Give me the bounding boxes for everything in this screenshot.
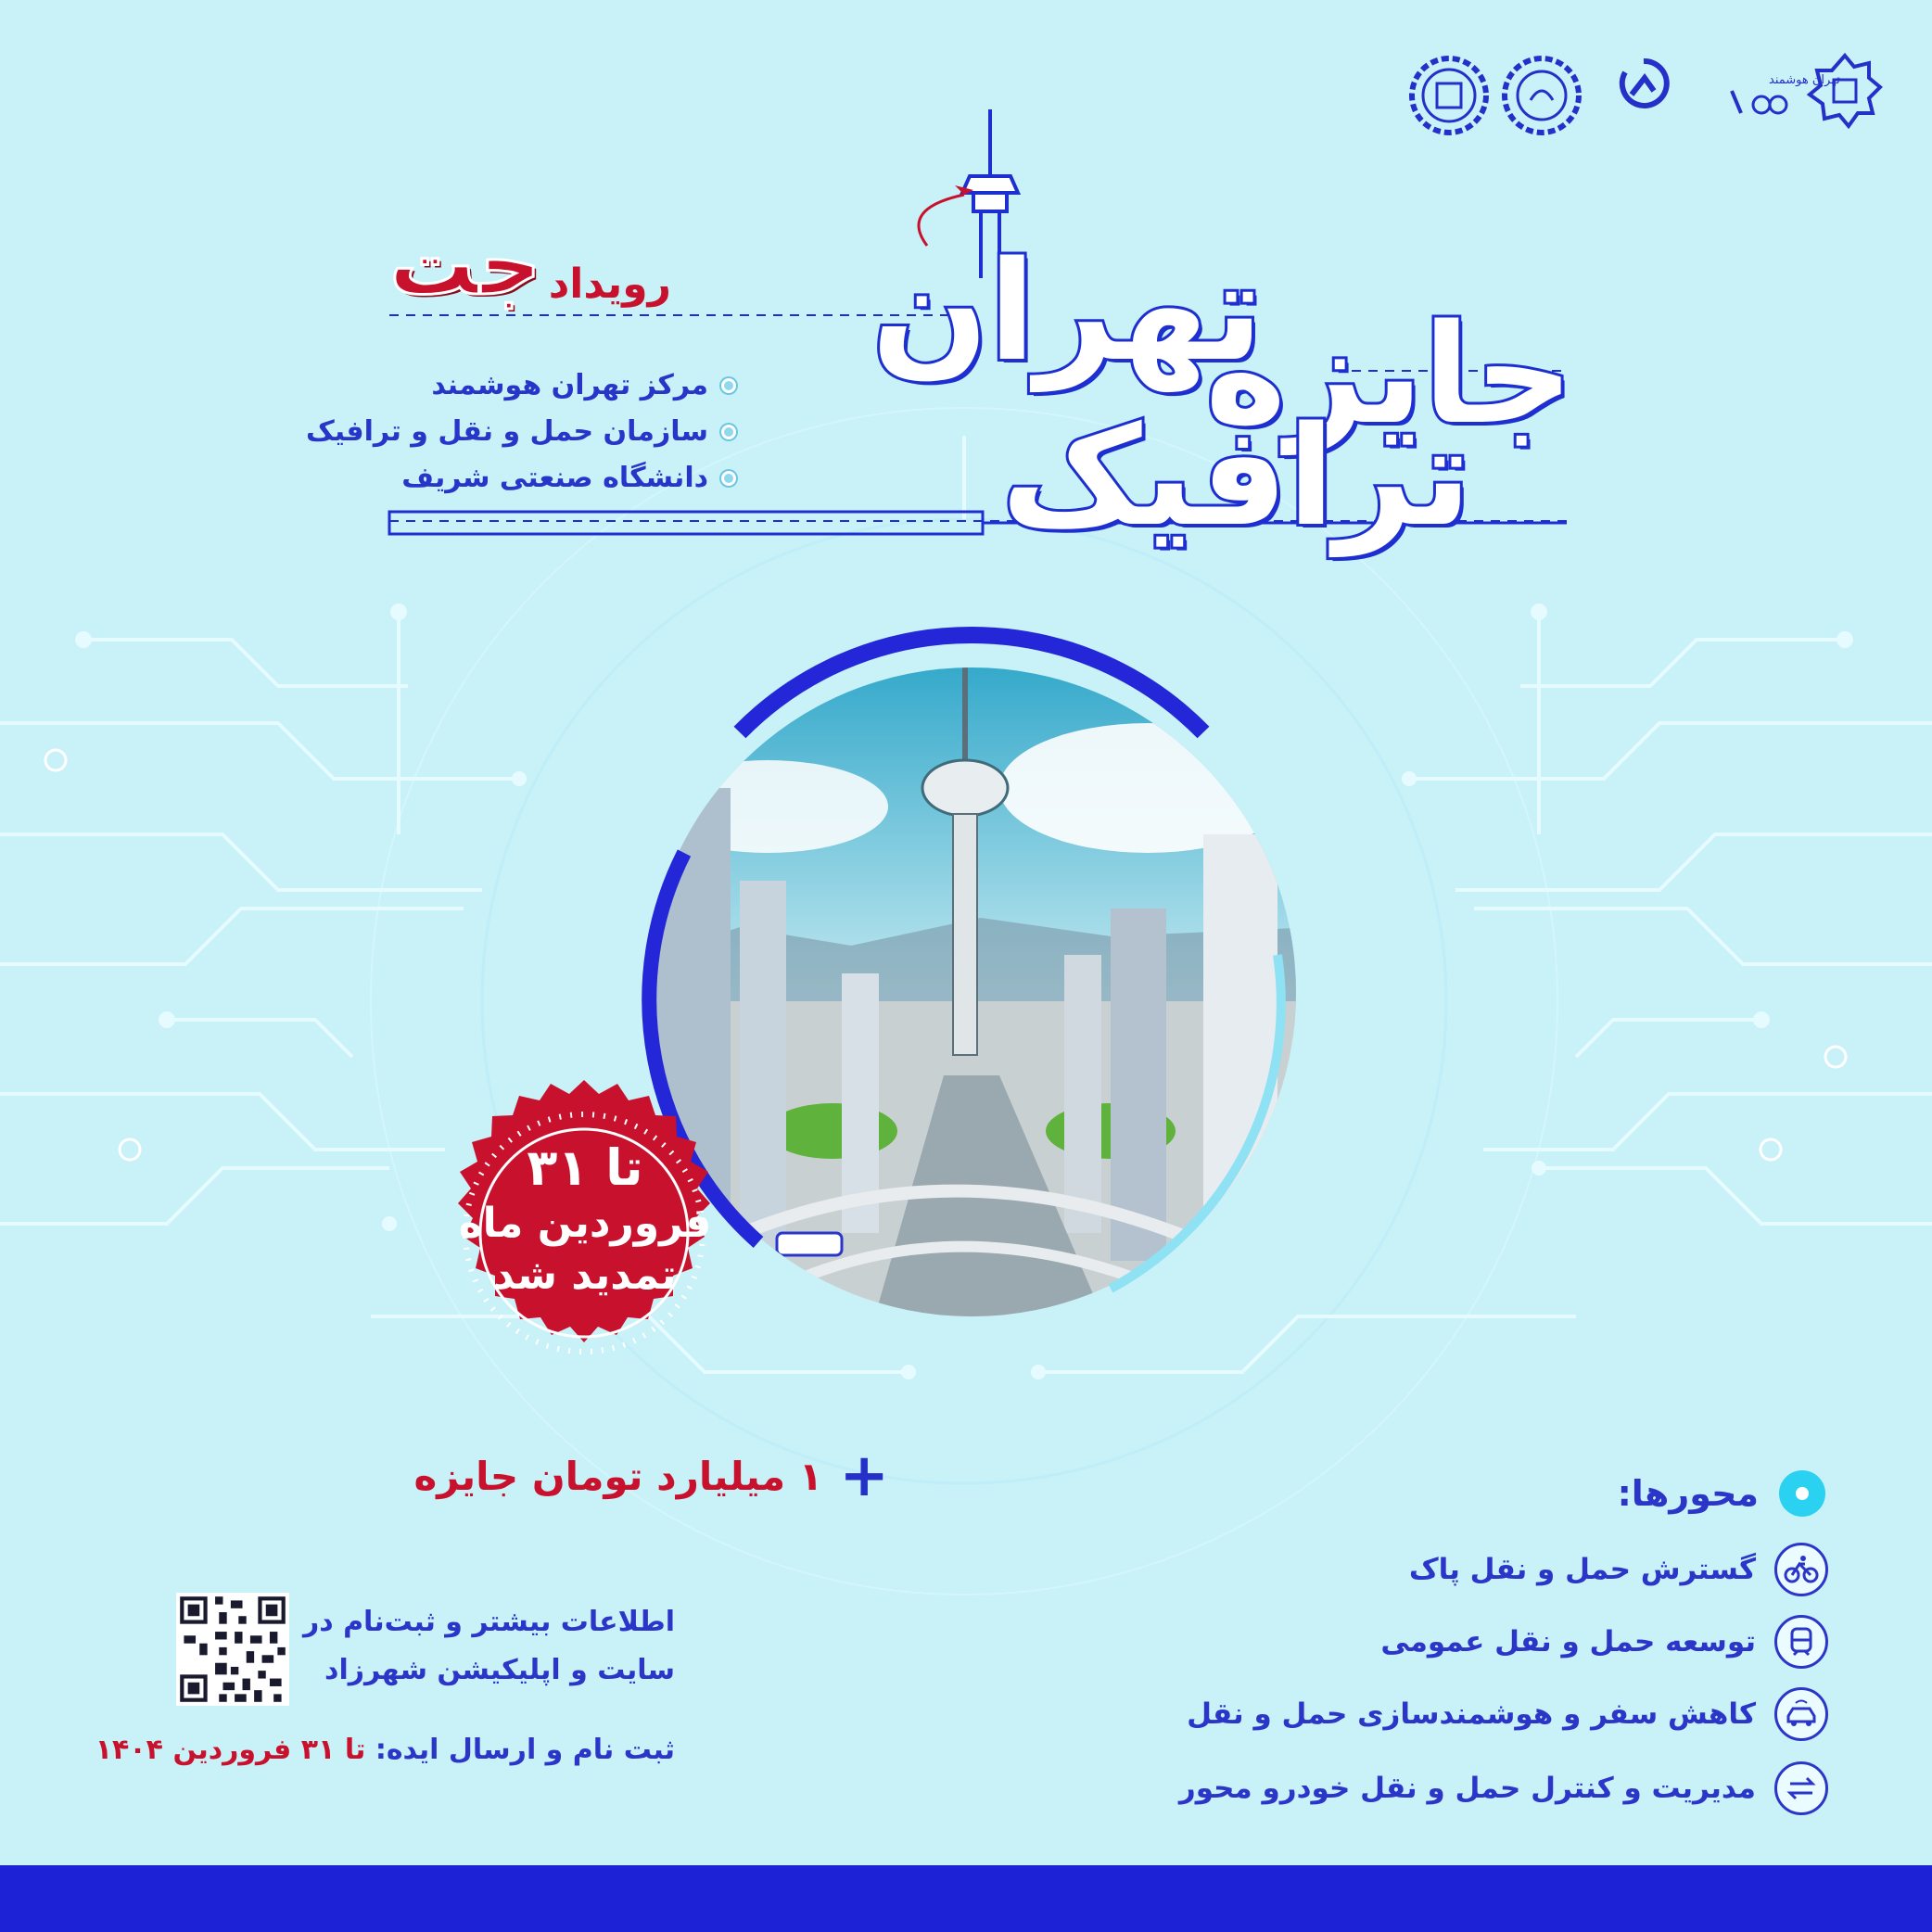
- organizer-item: دانشگاه صنعتی شریف: [401, 462, 736, 494]
- bullet-dot-icon: [721, 425, 736, 439]
- prize-banner: + ۱ میلیارد تومان جایزه: [413, 1442, 889, 1510]
- axis-item-car-management: مدیریت و کنترل حمل و نقل خودرو محور: [1179, 1761, 1828, 1815]
- bottom-bar: [0, 1865, 1932, 1932]
- bullet-dot-icon: [721, 378, 736, 393]
- headline-word-jayezeh: جایزه: [1205, 295, 1574, 454]
- smart-car-icon: [1774, 1687, 1828, 1741]
- plus-icon: +: [839, 1442, 889, 1510]
- axis-item-smart-transport: کاهش سفر و هوشمندسازی حمل و نقل: [1187, 1687, 1828, 1741]
- train-icon: [1774, 1615, 1828, 1669]
- target-dot-icon: [1779, 1470, 1825, 1517]
- axes-title: محورها:: [1618, 1470, 1825, 1517]
- headline-word-tehran: تهران: [871, 232, 1264, 391]
- event-prefix: رویداد: [548, 261, 671, 308]
- headline-word-traffic: ترافیک: [1001, 397, 1472, 556]
- organizer-item: مرکز تهران هوشمند: [431, 369, 736, 401]
- bullet-dot-icon: [721, 471, 736, 486]
- axis-item-public-transport: توسعه حمل و نقل عمومی: [1380, 1615, 1828, 1669]
- two-way-arrows-icon: [1774, 1761, 1828, 1815]
- stamp-text: تا ۳۱ فروردین ماه تمدید شد: [458, 1138, 712, 1299]
- bicycle-icon: [1774, 1543, 1828, 1596]
- event-brand: [389, 215, 671, 314]
- svg-text:تهران هوشمند: تهران هوشمند: [1769, 73, 1840, 87]
- organizer-item: سازمان حمل و نقل و ترافیک: [306, 415, 736, 448]
- registration-deadline: ثبت نام و ارسال ایده: تا ۳۱ فروردین ۱۴۰۴: [95, 1734, 675, 1766]
- qr-code[interactable]: [176, 1593, 289, 1706]
- axis-item-clean-transport: گسترش حمل و نقل پاک: [1409, 1543, 1828, 1596]
- registration-info: اطلاعات بیشتر و ثبت‌نام در سایت و اپلیکیشن شهرزاد: [302, 1606, 675, 1686]
- event-brand-name: جت: [389, 215, 541, 314]
